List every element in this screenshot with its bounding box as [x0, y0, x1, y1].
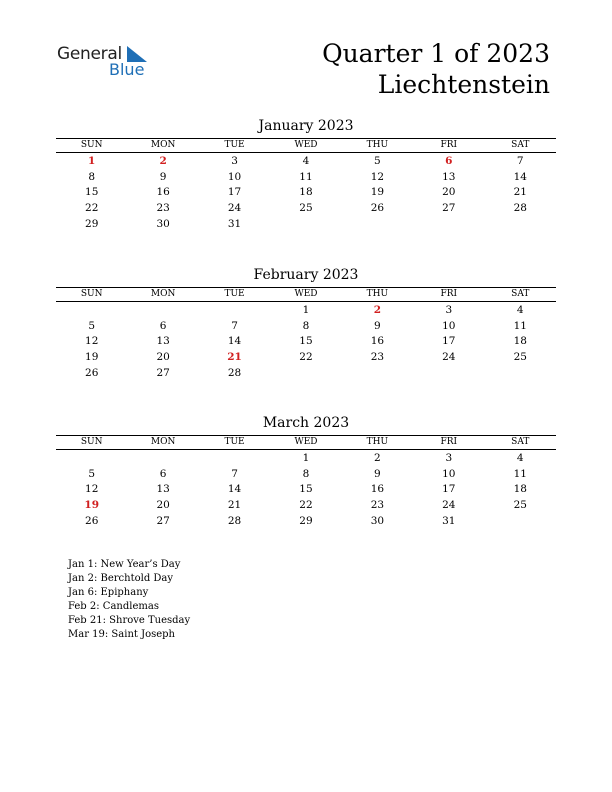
date-cell: 5: [88, 467, 96, 480]
date-cell: 10: [442, 319, 456, 332]
holiday-note: Jan 2: Berchtold Day: [68, 573, 174, 585]
date-cell: 17: [227, 186, 242, 199]
month-grid: [56, 287, 556, 382]
weekday-label: TUE: [199, 436, 270, 450]
date-cell: 22: [299, 351, 313, 364]
date-cell: 26: [85, 514, 99, 527]
weekday-label: THU: [342, 288, 413, 302]
date-cell: 4: [516, 452, 524, 464]
holiday-note: Mar 19: Saint Joseph: [68, 629, 176, 641]
date-cell: 16: [370, 483, 385, 496]
date-cell: 23: [370, 499, 385, 512]
week-row: [56, 302, 556, 319]
date-cell: 18: [513, 483, 527, 496]
date-cell: 19: [370, 186, 385, 199]
date-cell: 31: [442, 514, 456, 527]
date-cell: 10: [227, 170, 242, 183]
week-row: [56, 482, 556, 498]
empty-date-cell: [127, 450, 198, 467]
date-cell: 17: [442, 483, 456, 496]
holiday-date-cell: 1: [88, 155, 96, 167]
week-row: [56, 153, 556, 170]
generalblue-logo: [57, 44, 157, 84]
weekday-header-row: [56, 139, 556, 153]
weekday-label: TUE: [199, 288, 270, 302]
week-row: [56, 170, 556, 186]
holiday-note: Feb 21: Shrove Tuesday: [68, 615, 191, 627]
weekday-label: TUE: [199, 139, 270, 153]
title-country: Liechtenstein: [377, 70, 550, 99]
date-cell: 24: [227, 202, 242, 215]
date-cell: 24: [442, 351, 456, 364]
holiday-list: [68, 558, 190, 643]
date-cell: 7: [516, 155, 524, 167]
empty-date-cell: [342, 217, 413, 233]
month-calendar-march: [56, 414, 556, 530]
empty-date-cell: [199, 450, 270, 467]
empty-date-cell: [270, 366, 341, 382]
date-cell: 28: [513, 202, 527, 215]
empty-date-cell: [413, 217, 484, 233]
date-cell: 13: [442, 170, 456, 183]
date-cell: 18: [299, 186, 313, 199]
date-cell: 25: [513, 351, 527, 364]
weekday-label: MON: [127, 288, 198, 302]
empty-date-cell: [485, 217, 556, 233]
holiday-date-cell: 19: [84, 499, 100, 512]
empty-date-cell: [56, 450, 127, 467]
weekday-label: WED: [270, 139, 341, 153]
date-cell: 26: [85, 366, 99, 379]
date-cell: 19: [85, 351, 99, 364]
date-cell: 13: [156, 335, 170, 348]
weekday-label: FRI: [413, 288, 484, 302]
date-cell: 27: [442, 202, 456, 215]
empty-date-cell: [485, 514, 556, 530]
weekday-label: SAT: [485, 288, 556, 302]
weekday-label: WED: [270, 436, 341, 450]
date-cell: 9: [374, 319, 381, 332]
empty-date-cell: [127, 302, 198, 319]
empty-date-cell: [199, 302, 270, 319]
date-cell: 15: [299, 335, 313, 348]
weekday-label: MON: [127, 436, 198, 450]
week-row: [56, 217, 556, 233]
date-cell: 22: [299, 499, 313, 512]
date-cell: 31: [227, 217, 242, 230]
date-cell: 5: [88, 319, 96, 332]
date-cell: 30: [156, 217, 170, 230]
week-row: [56, 366, 556, 382]
date-cell: 7: [231, 319, 238, 332]
weekday-label: WED: [270, 288, 341, 302]
date-cell: 4: [302, 155, 310, 167]
week-row: [56, 185, 556, 201]
date-cell: 25: [299, 202, 313, 215]
date-cell: 11: [513, 319, 527, 332]
date-cell: 30: [370, 514, 385, 527]
weekday-label: SAT: [485, 436, 556, 450]
date-cell: 16: [370, 335, 385, 348]
date-cell: 15: [299, 483, 313, 496]
date-cell: 12: [85, 483, 99, 496]
week-row: [56, 514, 556, 530]
month-title: March 2023: [262, 415, 350, 431]
date-cell: 15: [85, 186, 99, 199]
date-cell: 11: [299, 170, 313, 183]
week-row: [56, 350, 556, 366]
date-cell: 5: [374, 155, 381, 167]
logo-text-blue: Blue: [109, 60, 145, 79]
date-cell: 6: [159, 319, 167, 332]
weekday-label: SUN: [56, 288, 127, 302]
weekday-label: SUN: [56, 139, 127, 153]
holiday-date-cell: 21: [227, 351, 242, 364]
date-cell: 22: [85, 202, 99, 215]
weekday-label: FRI: [413, 139, 484, 153]
date-cell: 8: [302, 467, 310, 480]
empty-date-cell: [342, 366, 413, 382]
month-calendar-february: [56, 266, 556, 382]
date-cell: 20: [442, 186, 456, 199]
month-grid: [56, 138, 556, 233]
empty-date-cell: [270, 217, 341, 233]
date-cell: 21: [513, 186, 527, 199]
date-cell: 28: [227, 366, 242, 379]
weekday-label: THU: [342, 436, 413, 450]
date-cell: 24: [442, 499, 456, 512]
week-row: [56, 498, 556, 514]
date-cell: 23: [156, 202, 170, 215]
date-cell: 27: [156, 366, 170, 379]
date-cell: 1: [302, 304, 310, 316]
week-row: [56, 201, 556, 217]
date-cell: 27: [156, 514, 170, 527]
weekday-label: SAT: [485, 139, 556, 153]
date-cell: 3: [445, 304, 453, 316]
date-cell: 12: [85, 335, 99, 348]
holiday-note: Jan 1: New Year’s Day: [68, 559, 181, 570]
weekday-label: FRI: [413, 436, 484, 450]
date-cell: 16: [156, 186, 170, 199]
date-cell: 14: [227, 335, 242, 348]
date-cell: 2: [374, 452, 381, 464]
date-cell: 28: [227, 514, 242, 527]
holiday-note: Jan 6: Epiphany: [68, 587, 149, 599]
holiday-date-cell: 2: [373, 304, 382, 316]
week-row: [56, 467, 556, 483]
logo-text-general: General: [57, 44, 122, 64]
empty-date-cell: [413, 366, 484, 382]
date-cell: 1: [302, 452, 310, 464]
month-title: February 2023: [253, 267, 359, 283]
week-row: [56, 319, 556, 335]
week-row: [56, 450, 556, 467]
date-cell: 13: [156, 483, 170, 496]
date-cell: 12: [370, 170, 385, 183]
date-cell: 8: [88, 170, 96, 183]
date-cell: 21: [227, 499, 242, 512]
date-cell: 9: [374, 467, 381, 480]
month-calendar-january: [56, 117, 556, 233]
date-cell: 17: [442, 335, 456, 348]
holiday-date-cell: 6: [445, 155, 453, 167]
date-cell: 25: [513, 499, 527, 512]
date-cell: 18: [513, 335, 527, 348]
title-quarter: Quarter 1 of 2023: [322, 39, 550, 68]
date-cell: 29: [299, 514, 313, 527]
weekday-label: MON: [127, 139, 198, 153]
weekday-label: THU: [342, 139, 413, 153]
date-cell: 11: [513, 467, 527, 480]
holiday-date-cell: 2: [159, 155, 167, 167]
date-cell: 14: [227, 483, 242, 496]
date-cell: 8: [302, 319, 310, 332]
date-cell: 10: [442, 467, 456, 480]
page-title: [322, 38, 550, 100]
date-cell: 20: [156, 499, 170, 512]
date-cell: 6: [159, 467, 167, 480]
weekday-header-row: [56, 436, 556, 450]
empty-date-cell: [56, 302, 127, 319]
date-cell: 4: [516, 304, 524, 316]
date-cell: 3: [231, 155, 238, 167]
date-cell: 3: [445, 452, 453, 464]
week-row: [56, 334, 556, 350]
date-cell: 29: [85, 217, 99, 230]
empty-date-cell: [485, 366, 556, 382]
date-cell: 14: [513, 170, 527, 183]
date-cell: 9: [159, 170, 167, 183]
weekday-label: SUN: [56, 436, 127, 450]
date-cell: 7: [231, 467, 238, 480]
holiday-note: Feb 2: Candlemas: [68, 601, 159, 613]
weekday-header-row: [56, 288, 556, 302]
month-title: January 2023: [258, 118, 354, 134]
month-grid: [56, 435, 556, 530]
date-cell: 20: [156, 351, 170, 364]
date-cell: 26: [370, 202, 385, 215]
date-cell: 23: [370, 351, 385, 364]
